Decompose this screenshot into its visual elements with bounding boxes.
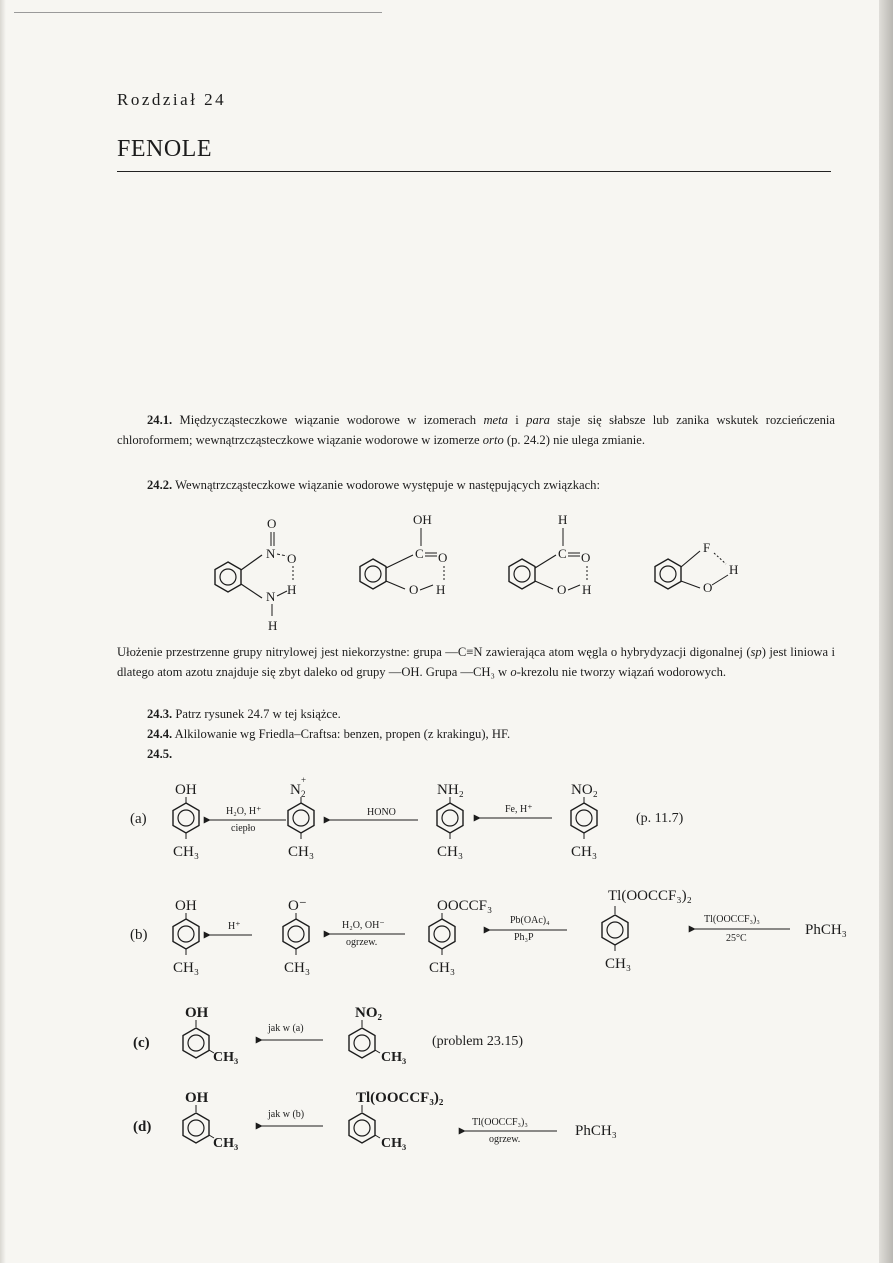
svg-text:CH₃: CH₃ — [173, 960, 200, 976]
svg-text:Tl(OOCCF₃)₂: Tl(OOCCF₃)₂ — [356, 1090, 444, 1106]
svg-text:N: N — [266, 546, 276, 561]
benzene-ring — [183, 1028, 209, 1058]
scheme-label: (a) — [130, 811, 147, 827]
structure-o-fluorophenol — [655, 540, 738, 595]
svg-text:C: C — [558, 546, 567, 561]
svg-text:ogrzew.: ogrzew. — [346, 937, 378, 948]
answer-24-2-explanation: Ułożenie przestrzenne grupy nitrylowej jest niekorzystne: grupa —C≡N zawierająca atom węgla o hybrydyzacji digonalnej (sp) jest liniowa i dlatego atom azotu znajduje się zbyt daleko od grupy —OH. Grupa —CH₃ w o-krezolu nie tworzy wiązań wodorowych. — [117, 645, 835, 679]
svg-text:OH: OH — [175, 782, 197, 798]
answer-24-2: 24.2. Wewnątrzcząsteczkowe wiązanie wodorowe występuje w następujących związkach: — [147, 478, 600, 492]
answer-number: 24.1. — [147, 413, 173, 427]
benzene-ring — [173, 919, 199, 949]
svg-text:CH₃: CH₃ — [605, 956, 632, 972]
compound-p-toluidine — [437, 782, 464, 860]
compound-p-cresolate — [283, 898, 310, 976]
svg-text:O: O — [703, 580, 713, 595]
benzene-ring — [429, 919, 455, 949]
compound-o-cresol — [183, 1005, 238, 1065]
svg-text:OOCCF₃: OOCCF₃ — [437, 898, 493, 914]
svg-text:O: O — [267, 516, 277, 531]
svg-text:jak w (b): jak w (b) — [268, 1109, 305, 1120]
compound-o-cresol — [183, 1090, 238, 1151]
svg-text:H⁺: H⁺ — [228, 921, 241, 932]
svg-text:CH₃: CH₃ — [213, 1136, 239, 1151]
benzene-ring — [655, 559, 681, 589]
svg-text:CH₃: CH₃ — [173, 844, 200, 860]
svg-text:ciepło: ciepło — [231, 823, 256, 834]
answer-24-1: 24.1. Międzycząsteczkowe wiązanie wodorowe w izomerach meta i para staje się słabsze lub zanika wskutek rozcieńczenia chloroformem; wewnątrzcząsteczkowe wiązanie wodorowe w izomerze orto (p. 24.2) nie ulega zmianie. — [117, 413, 836, 447]
svg-text:H: H — [558, 512, 568, 527]
svg-text:CH₃: CH₃ — [429, 960, 456, 976]
benzene-ring — [215, 562, 241, 592]
svg-text:PhCH₃: PhCH₃ — [575, 1123, 617, 1139]
benzene-ring — [183, 1113, 209, 1143]
compound-p-nitrotoluene — [571, 782, 598, 860]
svg-text:ogrzew.: ogrzew. — [489, 1134, 521, 1145]
svg-text:N: N — [290, 782, 301, 798]
answer-24-3: 24.3. Patrz rysunek 24.7 w tej książce. — [147, 707, 341, 721]
svg-text:Tl(OOCCF₃)₃: Tl(OOCCF₃)₃ — [472, 1117, 528, 1128]
svg-text:O⁻: O⁻ — [288, 898, 307, 914]
compound-trifluoroacetate — [429, 898, 492, 976]
answer-24-5: 24.5. — [147, 747, 173, 761]
svg-text:(p. 11.7): (p. 11.7) — [636, 811, 684, 826]
svg-text:F: F — [703, 540, 711, 555]
benzene-ring — [509, 559, 535, 589]
benzene-ring — [349, 1113, 375, 1143]
svg-text:CH₃: CH₃ — [288, 844, 315, 860]
scheme-d — [133, 1090, 617, 1151]
svg-text:CH₃: CH₃ — [284, 960, 311, 976]
compound-o-nitrotoluene — [349, 1005, 406, 1065]
svg-text:Ph₃P: Ph₃P — [514, 932, 534, 943]
compound-o-tolylthallium — [349, 1090, 444, 1151]
benzene-ring — [602, 915, 628, 945]
svg-text:CH₃: CH₃ — [381, 1136, 407, 1151]
svg-text:CH₃: CH₃ — [437, 844, 464, 860]
svg-text:N: N — [266, 589, 276, 604]
svg-text:NO₂: NO₂ — [355, 1005, 382, 1021]
svg-text:Tl(OOCCF₃)₃: Tl(OOCCF₃)₃ — [704, 914, 760, 925]
svg-text:25°C: 25°C — [726, 933, 747, 944]
benzene-ring — [288, 803, 314, 833]
svg-text:C: C — [415, 546, 424, 561]
benzene-ring — [173, 803, 199, 833]
structure-salicylic-acid — [360, 512, 447, 597]
svg-text:Pb(OAc)₄: Pb(OAc)₄ — [510, 915, 550, 926]
answer-24-4: 24.4. Alkilowanie wg Friedla–Craftsa: benzen, propen (z krakingu), HF. — [147, 727, 511, 741]
svg-text:+: + — [301, 775, 307, 785]
svg-text:OH: OH — [185, 1005, 209, 1021]
svg-text:O: O — [409, 582, 419, 597]
svg-text:Tl(OOCCF₃)₂: Tl(OOCCF₃)₂ — [608, 888, 692, 904]
structure-salicylaldehyde — [509, 512, 591, 597]
svg-text:O: O — [581, 550, 591, 565]
scheme-label: (b) — [130, 927, 148, 943]
svg-text:NO₂: NO₂ — [571, 782, 598, 798]
svg-text:O: O — [287, 551, 297, 566]
answer-number: 24.2. — [147, 478, 173, 492]
svg-text:OH: OH — [175, 898, 197, 914]
svg-text:H₂O, OH⁻: H₂O, OH⁻ — [342, 920, 385, 931]
svg-text:H: H — [287, 582, 297, 597]
svg-text:HONO: HONO — [367, 807, 396, 818]
svg-text:H: H — [582, 582, 592, 597]
compound-arylthallium — [602, 888, 692, 972]
structure-o-nitroaniline — [215, 516, 296, 633]
svg-text:CH₃: CH₃ — [213, 1050, 239, 1065]
svg-text:PhCH₃: PhCH₃ — [805, 922, 847, 938]
compound-p-cresol — [173, 782, 199, 860]
chapter-label: Rozdział 24 — [117, 90, 227, 109]
svg-text:OH: OH — [413, 512, 432, 527]
svg-text:O: O — [557, 582, 567, 597]
svg-text:(problem 23.15): (problem 23.15) — [432, 1034, 523, 1049]
scheme-label: (c) — [133, 1035, 150, 1051]
scheme-a — [130, 775, 684, 860]
benzene-ring — [360, 559, 386, 589]
benzene-ring — [437, 803, 463, 833]
svg-text:H: H — [729, 562, 739, 577]
benzene-ring — [349, 1028, 375, 1058]
svg-text:Fe, H⁺: Fe, H⁺ — [505, 804, 533, 815]
svg-text:OH: OH — [185, 1090, 209, 1106]
compound-p-cresol — [173, 898, 199, 976]
svg-text:2: 2 — [301, 789, 306, 799]
svg-text:H₂O, H⁺: H₂O, H⁺ — [226, 806, 262, 817]
svg-text:jak w (a): jak w (a) — [268, 1023, 304, 1034]
svg-text:NH₂: NH₂ — [437, 782, 464, 798]
svg-text:CH₃: CH₃ — [381, 1050, 407, 1065]
compound-diazonium — [288, 775, 314, 860]
scheme-c — [133, 1005, 523, 1065]
benzene-ring — [283, 919, 309, 949]
svg-text:CH₃: CH₃ — [571, 844, 598, 860]
scheme-b — [130, 888, 847, 976]
svg-text:H: H — [436, 582, 446, 597]
scheme-label: (d) — [133, 1119, 152, 1135]
svg-text:H: H — [268, 618, 278, 633]
svg-text:O: O — [438, 550, 448, 565]
benzene-ring — [571, 803, 597, 833]
chapter-title: FENOLE — [117, 136, 212, 162]
